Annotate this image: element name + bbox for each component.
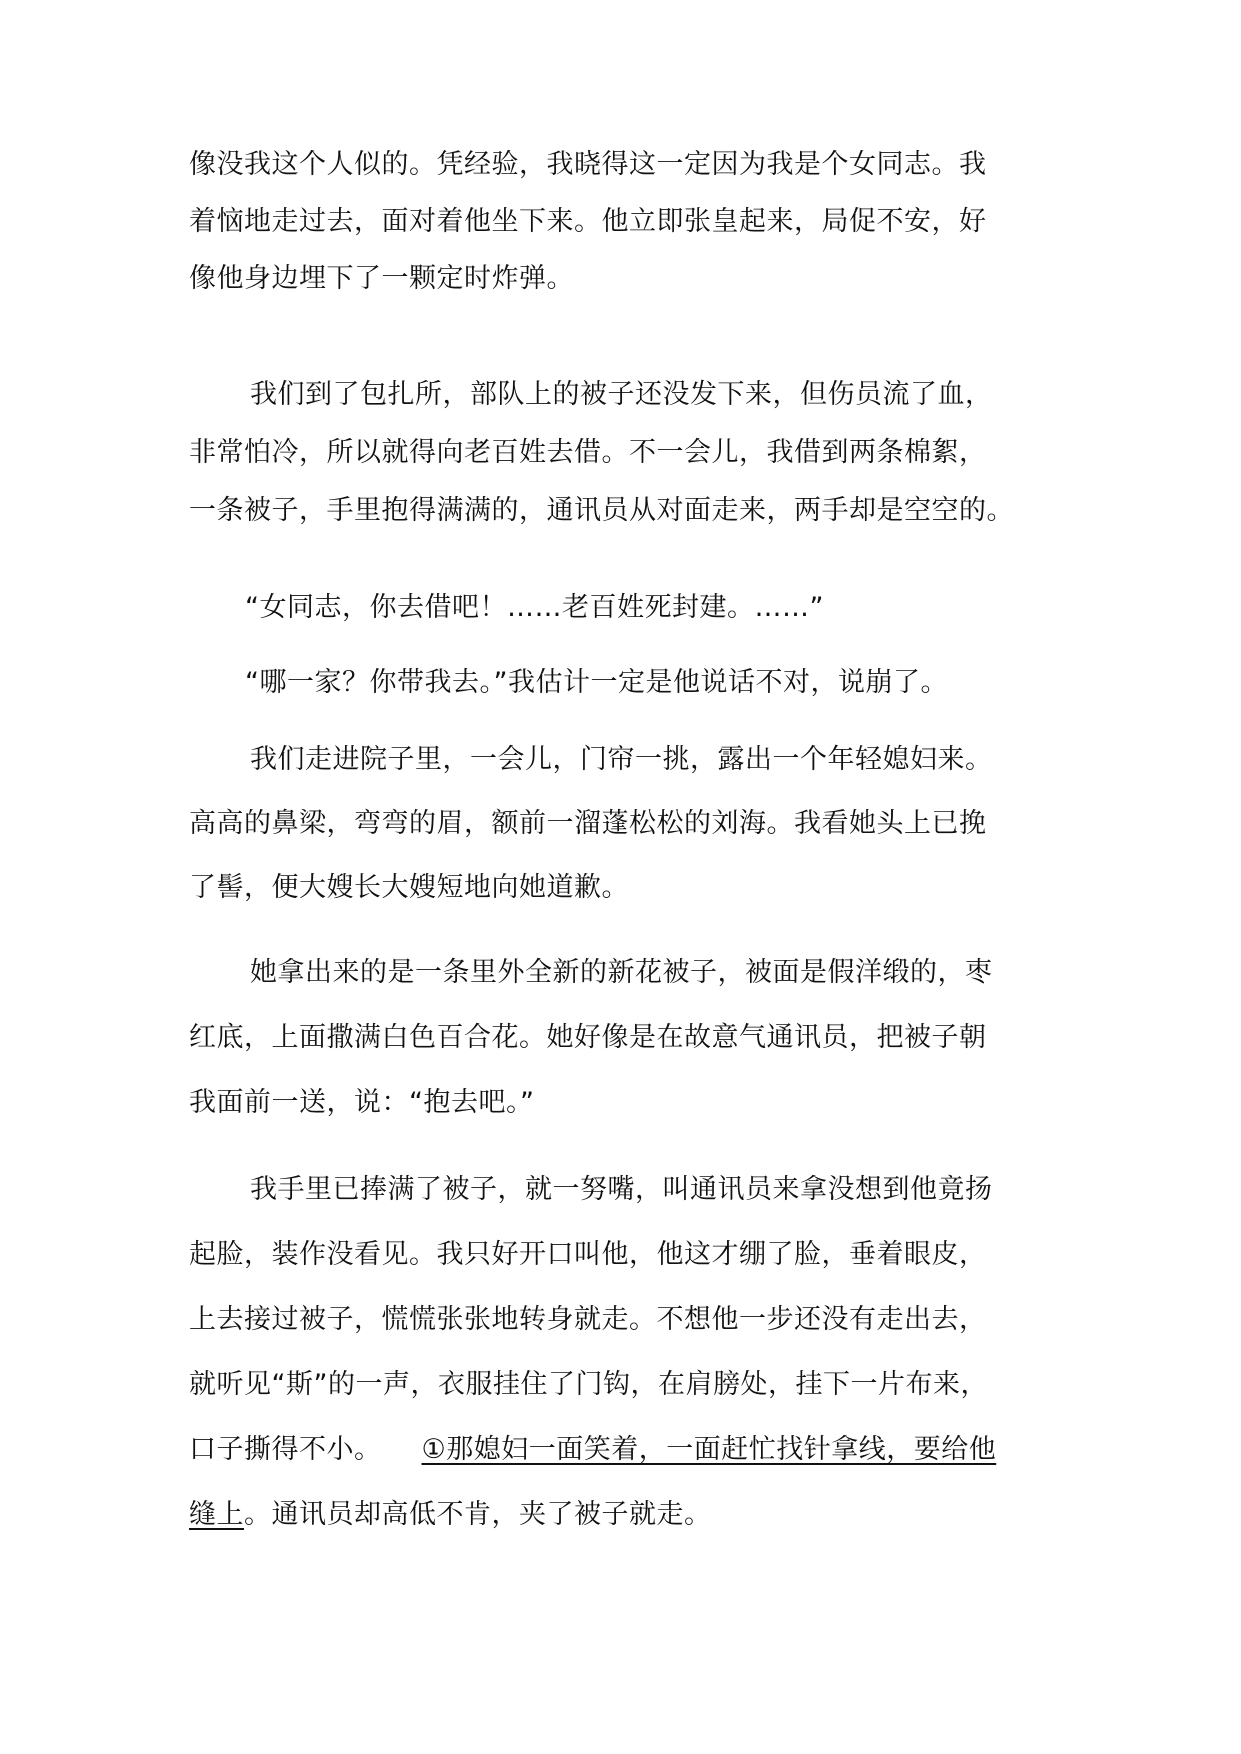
text-line: 我们到了包扎所，部队上的被子还没发下来，但伤员流了血， (250, 379, 993, 410)
text-line: “哪一家？你带我去。”我估计一定是他说话不对，说崩了。 (245, 667, 948, 698)
text-line: 了髻，便大嫂长大嫂短地向她道歉。 (189, 872, 629, 903)
text-line: 非常怕冷，所以就得向老百姓去借。不一会儿，我借到两条棉絮， (189, 437, 987, 468)
text-line: “女同志，你去借吧！……老百姓死封建。……” (245, 592, 824, 623)
text-line: 红底，上面撒满白色百合花。她好像是在故意气通讯员，把被子朝 (189, 1022, 987, 1053)
text-line: 起脸，装作没看见。我只好开口叫他，他这才绷了脸，垂着眼皮， (189, 1239, 987, 1270)
text-line: 上去接过被子，慌慌张张地转身就走。不想他一步还没有走出去， (189, 1304, 987, 1335)
underlined-sentence: ①那媳妇一面笑着，一面赶忙找针拿线，要给他 (421, 1434, 997, 1465)
text-line: 我们走进院子里，一会儿，门帘一挑，露出一个年轻媳妇来。 (250, 744, 993, 775)
text-line: 高高的鼻梁，弯弯的眉，额前一溜蓬松松的刘海。我看她头上已挽 (189, 808, 987, 839)
text-line: 着恼地走过去，面对着他坐下来。他立即张皇起来，局促不安，好 (189, 206, 987, 237)
text-segment: 口子撕得不小。 (189, 1434, 382, 1465)
text-line: 就听见“斯”的一声，衣服挂住了门钩，在肩膀处，挂下一片布来， (189, 1369, 988, 1400)
text-line: 像他身边埋下了一颗定时炸弹。 (189, 263, 574, 294)
text-segment: 。通讯员却高低不肯，夹了被子就走。 (244, 1499, 712, 1530)
text-line: 她拿出来的是一条里外全新的新花被子，被面是假洋缎的，枣 (250, 957, 993, 988)
text-line: 像没我这个人似的。凭经验，我晓得这一定因为我是个女同志。我 (189, 149, 987, 180)
text-line: 我面前一送，说：“抱去吧。” (189, 1087, 535, 1118)
underlined-sentence-end: 缝上 (189, 1499, 244, 1530)
text-line-with-underline (189, 1433, 996, 1467)
text-line: 一条被子，手里抱得满满的，通讯员从对面走来，两手却是空空的。 (189, 495, 1014, 526)
text-line-with-underline (189, 1498, 712, 1532)
text-line: 我手里已捧满了被子，就一努嘴，叫通讯员来拿没想到他竟扬 (250, 1174, 993, 1205)
